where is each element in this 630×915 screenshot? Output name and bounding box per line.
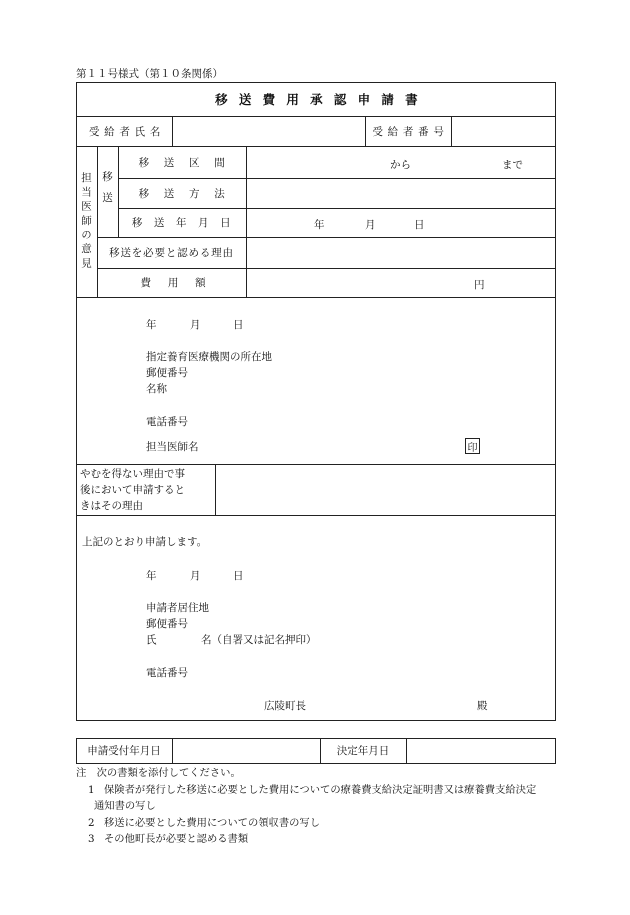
transport-date-year: 年	[314, 219, 325, 231]
application-statement: 上記のとおり申請します。	[82, 536, 208, 548]
decided-date-label: 決定年月日	[336, 745, 390, 757]
recipient-name-field[interactable]	[173, 117, 364, 146]
institution-phone-label: 電話番号	[146, 416, 188, 428]
institution-date-day: 日	[233, 319, 244, 331]
honorific: 殿	[477, 700, 488, 712]
transport-method-field[interactable]	[247, 179, 555, 208]
transport-date-day: 日	[414, 219, 425, 231]
institution-address-label: 指定養育医療機関の所在地	[146, 351, 272, 363]
yen-unit: 円	[474, 279, 485, 291]
late-reason-field[interactable]	[216, 465, 555, 515]
received-date-label: 申請受付年月日	[87, 745, 161, 757]
applicant-date-month: 月	[190, 570, 201, 582]
decided-date-field[interactable]	[407, 739, 555, 763]
note-item-1-text: 保険者が発行した移送に必要とした費用についての療養費支給決定証明書又は療養費支給決定	[104, 784, 537, 796]
transport-reason-field[interactable]	[247, 238, 555, 268]
applicant-address-label: 申請者居住地	[146, 602, 209, 614]
form-title: 移送費用承認申請書	[215, 92, 429, 107]
transport-method-label: 移送方法	[138, 187, 240, 200]
institution-date-year: 年	[146, 319, 157, 331]
cost-label: 費用額	[140, 277, 223, 289]
seal-mark: 印	[465, 438, 480, 454]
addressee: 広陵町長	[264, 700, 306, 712]
applicant-phone-label: 電話番号	[146, 667, 188, 679]
received-date-field[interactable]	[173, 739, 320, 763]
from-text: から	[390, 159, 411, 171]
notes-heading: 注 次の書類を添付してください。	[76, 767, 241, 779]
transport-date-month: 月	[365, 219, 376, 231]
transport-reason-label: 移送を必要と認める理由	[109, 247, 234, 259]
note-item-3-text: その他町長が必要と認める書類	[104, 833, 249, 845]
note-item-3-number: 3	[88, 833, 95, 845]
institution-postal-label: 郵便番号	[146, 367, 188, 379]
transport-vertical-label: 移送	[101, 170, 113, 213]
doctor-opinion-vertical-label: 担当医師の意見	[80, 171, 92, 272]
late-reason-label: やむを得ない理由で事 後において申請すると きはその理由	[80, 468, 185, 512]
transport-section-label: 移送区間	[138, 156, 240, 169]
note-item-1-number: 1	[88, 784, 95, 796]
applicant-date-year: 年	[146, 570, 157, 582]
applicant-name-label-rest: 名（自署又は記名押印）	[201, 634, 317, 646]
attending-doctor-label: 担当医師名	[146, 441, 199, 453]
applicant-date-day: 日	[233, 570, 244, 582]
to-text: まで	[502, 159, 523, 171]
institution-date-month: 月	[190, 319, 201, 331]
note-item-1-text-continued: 通知書の写し	[94, 800, 156, 812]
recipient-number-field[interactable]	[452, 117, 555, 146]
institution-name-label: 名称	[146, 383, 167, 395]
recipient-number-label: 受給者番号	[372, 125, 449, 138]
applicant-name-label-first: 氏	[146, 634, 157, 646]
form-number: 第１１号様式（第１０条関係）	[76, 68, 223, 80]
recipient-name-label: 受給者氏名	[88, 125, 166, 138]
note-item-2-number: 2	[88, 817, 95, 829]
applicant-postal-label: 郵便番号	[146, 618, 188, 630]
note-item-2-text: 移送に必要とした費用についての領収書の写し	[104, 817, 321, 829]
transport-date-label: 移送年月日	[131, 217, 243, 229]
